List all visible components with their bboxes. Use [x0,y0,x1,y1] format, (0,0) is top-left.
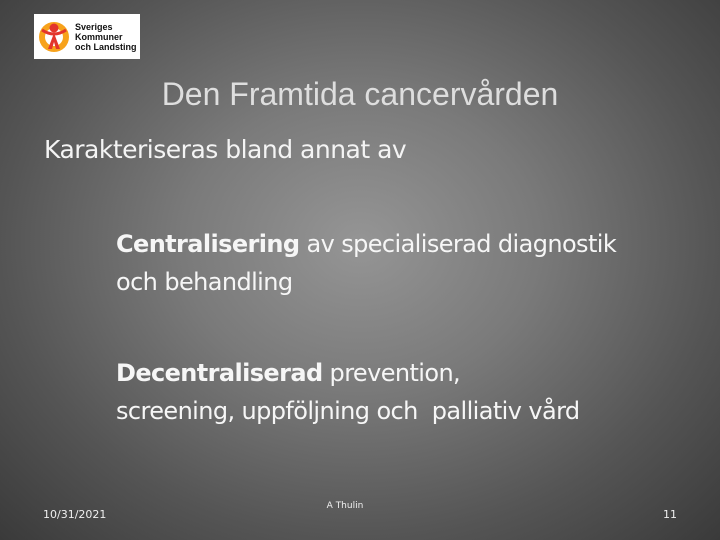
skl-figure-icon [37,18,71,56]
footer-author: A Thulin [326,501,364,511]
bullet-bold-term: Centralisering [116,230,300,258]
slide-title: Den Framtida cancervården [161,76,559,112]
footer-page-number: 11 [663,508,677,521]
footer-date: 10/31/2021 [43,508,107,521]
bullet-bold-term: Decentraliserad [116,359,323,387]
bullet-text: av specialiserad diagnostik [299,230,617,258]
bullet-text-line-2: screening, uppföljning och palliativ vård [116,397,580,425]
logo [34,14,140,59]
logo-text [75,22,137,52]
slide-intro: Karakteriseras bland annat av [44,135,407,164]
bullet-centralisering [116,225,686,301]
bullet-text: prevention, [322,359,461,387]
bullet-decentraliserad [116,354,686,430]
logo-line-3: och Landsting [75,41,137,52]
logo-line-2: Kommuner [75,31,123,42]
bullet-text-line-2: och behandling [116,268,293,296]
logo-line-1: Sveriges [75,21,113,32]
